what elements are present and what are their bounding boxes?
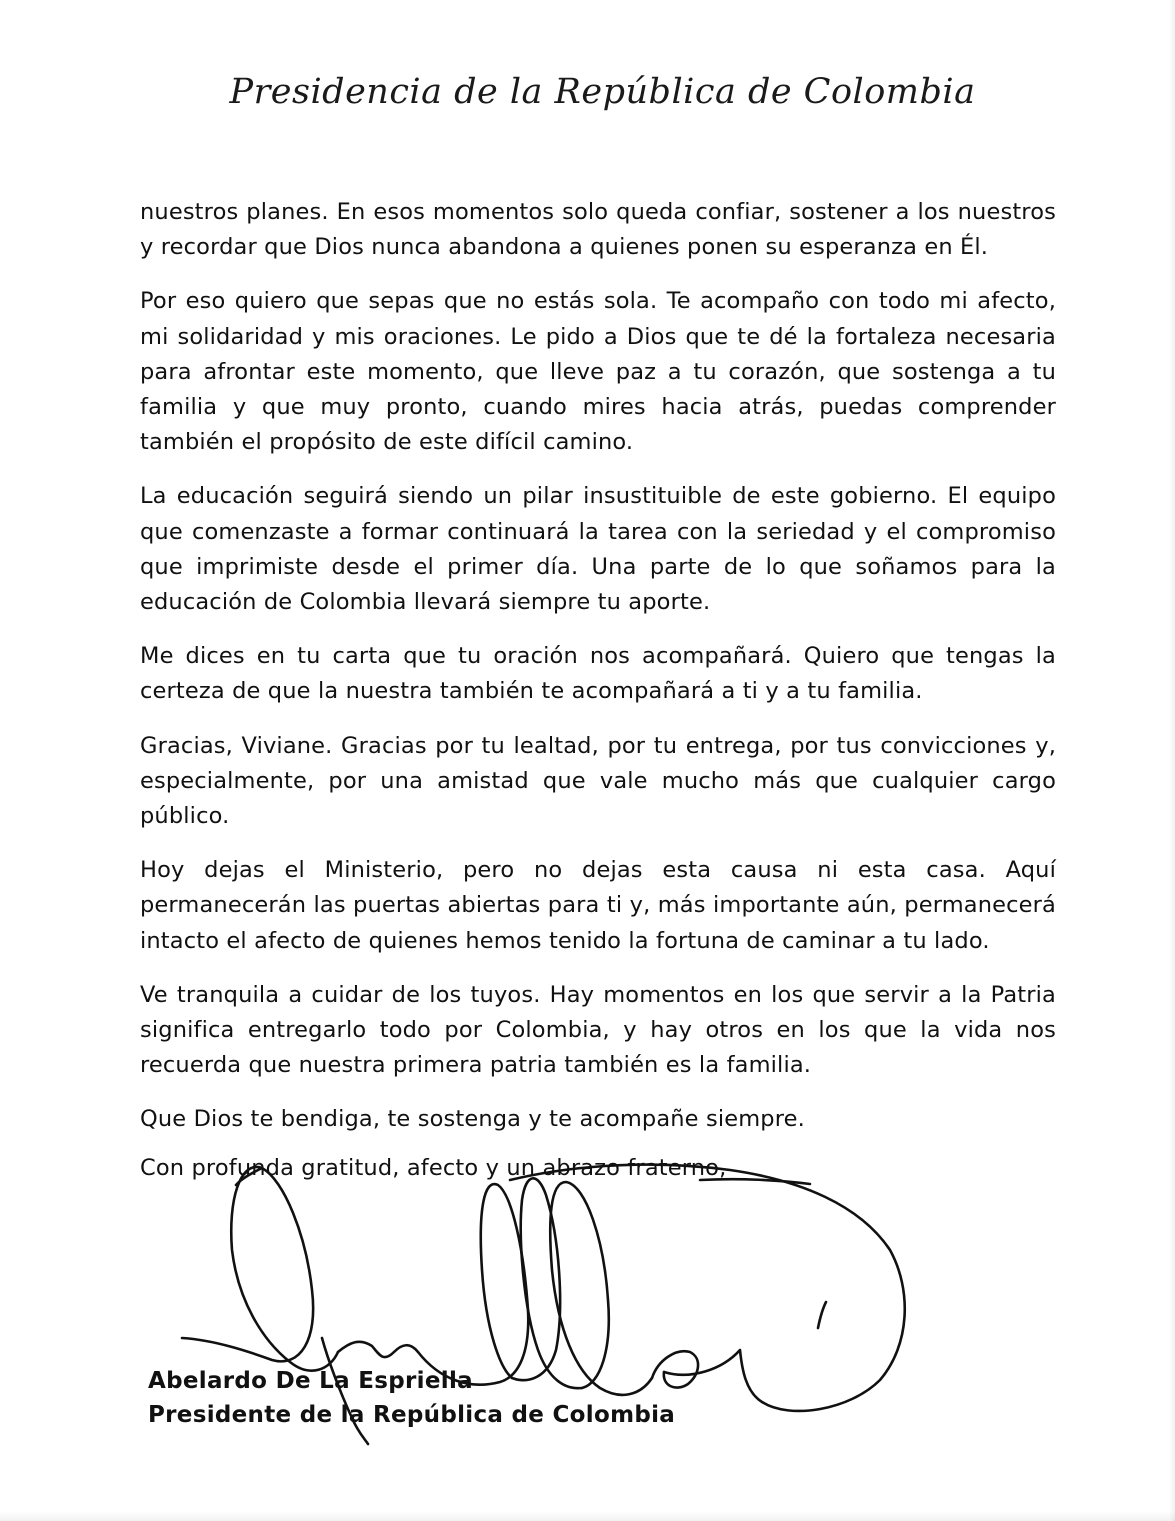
paragraph: Me dices en tu carta que tu oración nos acompañará. Quiero que tengas la certeza de que la nuestra también te acompañará a ti y a tu familia. xyxy=(140,643,1056,705)
paragraph: Hoy dejas el Ministerio, pero no dejas esta causa ni esta casa. Aquí permanecerán las puertas abiertas para ti y, más importante aún, permanecerá intacto el afecto de quienes hemos tenido la fortuna de caminar a tu lado. xyxy=(140,857,1056,954)
paragraph: Por eso quiero que sepas que no estás sola. Te acompaño con todo mi afecto, mi solidaridad y mis oraciones. Le pido a Dios que te dé la fortaleza necesaria para afrontar este momento, que lleve paz a tu corazón, que sostenga a tu familia y que muy pronto, cuando mires hacia atrás, puedas comprender también el propósito de este difícil camino. xyxy=(140,288,1056,456)
paragraph: Gracias, Viviane. Gracias por tu lealtad, por tu entrega, por tus convicciones y, especialmente, por una amistad que vale mucho más que cualquier cargo público. xyxy=(140,732,1056,830)
signature-block xyxy=(148,1364,675,1432)
page-bottom-shadow xyxy=(0,1511,1175,1521)
closing-blessing: Que Dios te bendiga, te sostenga y te acompañe siempre. xyxy=(140,1106,805,1133)
signer-name: Abelardo De La Espriella xyxy=(148,1368,473,1394)
page-edge-shadow xyxy=(1169,0,1175,1521)
letterhead-title: Presidencia de la República de Colombia xyxy=(229,72,976,112)
paragraph: La educación seguirá siendo un pilar insustituible de este gobierno. El equipo que comenzaste a formar continuará la tarea con la seriedad y el compromiso que imprimiste desde el primer día. Una parte de lo que soñamos para la educación de Colombia llevará siempre tu aporte. xyxy=(140,483,1056,616)
paragraph: Ve tranquila a cuidar de los tuyos. Hay momentos en los que servir a la Patria significa entregarlo todo por Colombia, y hay otros en los que la vida nos recuerda que nuestra primera patria también es la familia. xyxy=(140,981,1056,1079)
closing-farewell: Con profunda gratitud, afecto y un abrazo fraterno, xyxy=(140,1155,727,1182)
signer-title: Presidente de la República de Colombia xyxy=(148,1402,676,1428)
letter-body xyxy=(140,195,1056,1200)
paragraph: nuestros planes. En esos momentos solo queda confiar, sostener a los nuestros y recordar que Dios nunca abandona a quienes ponen su esperanza en Él. xyxy=(140,199,1056,261)
